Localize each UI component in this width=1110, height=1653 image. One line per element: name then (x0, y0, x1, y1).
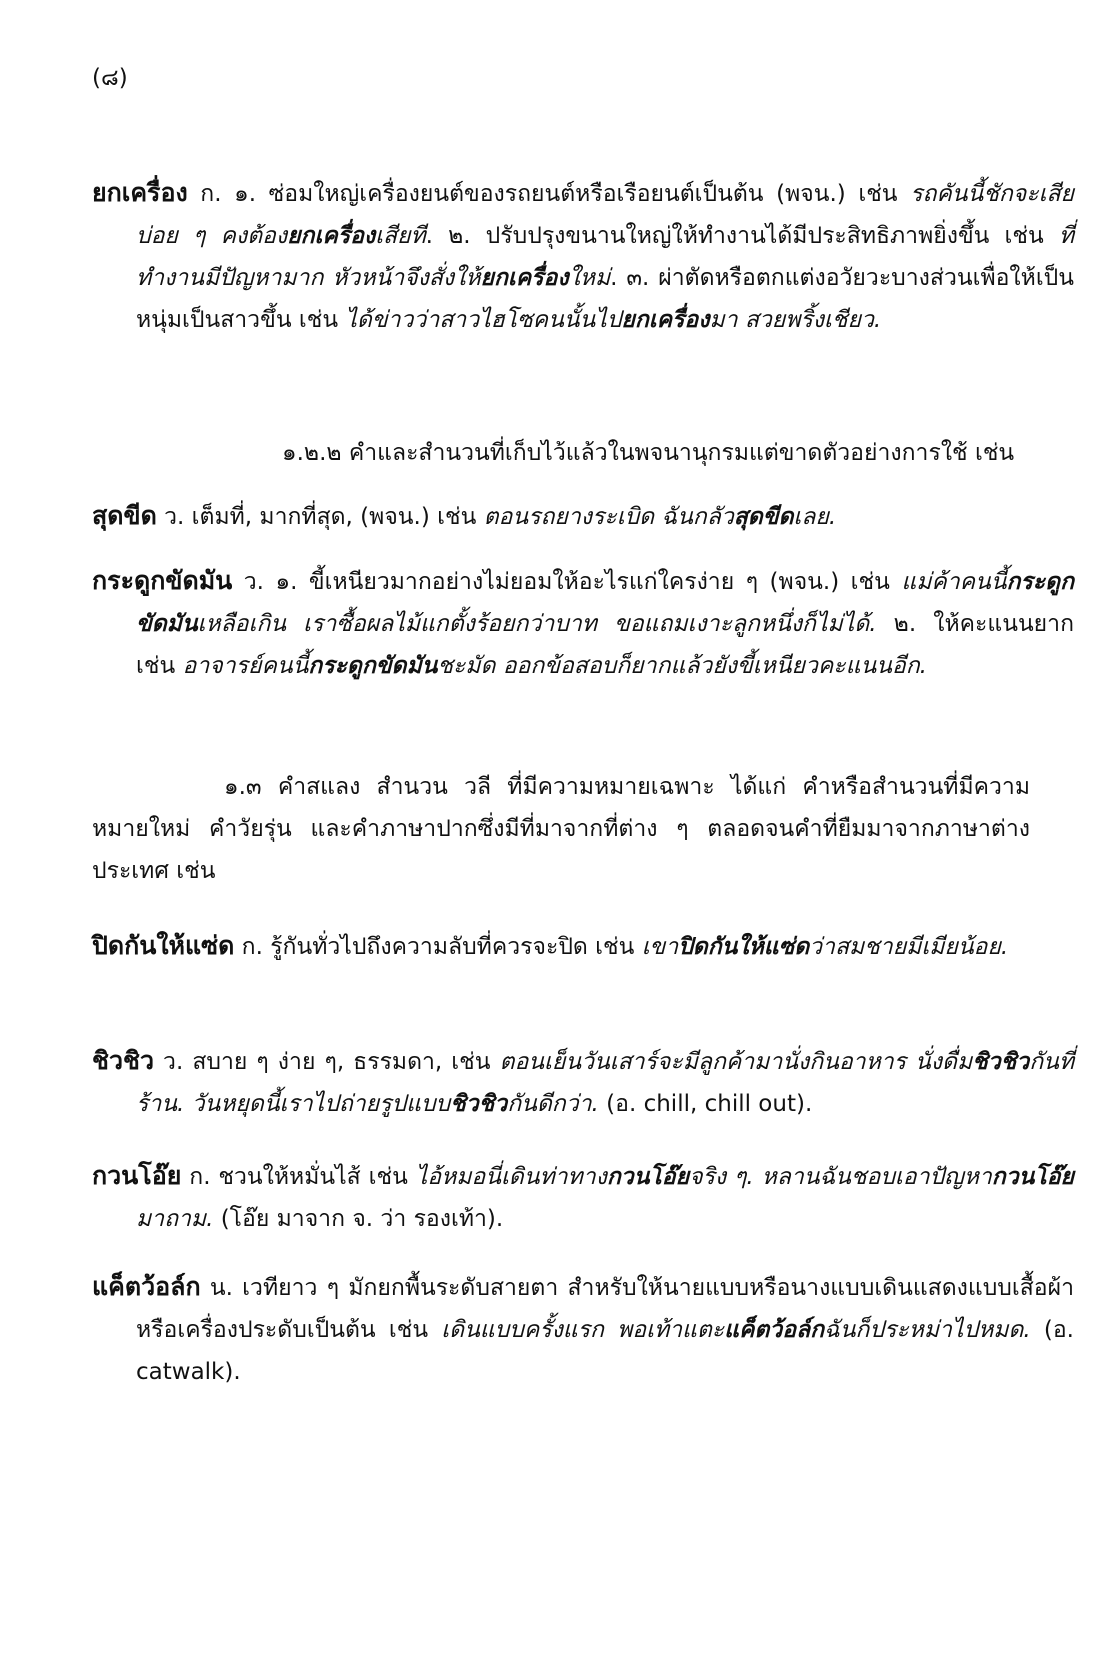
example-keyword: กวนโอ๊ย (606, 1164, 690, 1190)
example-text: ว่าสมชายมีเมียน้อย. (809, 934, 1009, 960)
example-text: ที่ทำงานมีปัญหามาก หัวหน้าจึงสั่งให้ (136, 223, 1074, 291)
entry-text: ก. ๑. ซ่อมใหญ่เครื่องยนต์ของรถยนต์หรือเรือยนต์เป็นต้น (พจน.) เช่น (187, 181, 911, 207)
example-text: เหลือเกิน เราซื้อผลไม้แกตั้งร้อยกว่าบาท ขอแถมเงาะลูกหนึ่งก็ไม่ได้. (197, 611, 877, 637)
example-keyword: ยกเครื่อง (621, 307, 710, 333)
entry-text: ว. เต็มที่, มากที่สุด, (พจน.) เช่น (156, 504, 484, 530)
example-text: ชะมัด ออกข้อสอบก็ยากแล้วยังขี้เหนียวคะแนนอีก. (437, 653, 927, 679)
entry-text: . ๓. ผ่าตัดหรือตกแต่งอวัยวะบางส่วนเพื่อให้เป็นหนุ่มเป็นสาวขึ้น เช่น (136, 265, 1074, 333)
example-text: กันดีกว่า. (507, 1091, 599, 1117)
entry-headword: สุดขีด (92, 501, 157, 530)
example-text: ได้ข่าวว่าสาวไฮโซคนนั้นไป (345, 307, 622, 333)
entry-headword: ปิดกันให้แซ่ด (92, 931, 235, 960)
example-text: กันที่ร้าน. วันหยุดนี้เราไปถ่ายรูปแบบ (136, 1049, 1074, 1117)
example-text: มาถาม. (136, 1206, 214, 1232)
entry-headword: กวนโอ๊ย (92, 1161, 182, 1190)
entry-text: ว. สบาย ๆ ง่าย ๆ, ธรรมดา, เช่น (154, 1049, 500, 1075)
entry-text: ก. ชวนให้หมั่นไส้ เช่น (181, 1164, 416, 1190)
example-text: ฉันก็ประหม่าไปหมด. (824, 1317, 1031, 1343)
example-text: จริง ๆ. หลานฉันชอบเอาปัญหา (689, 1164, 992, 1190)
example-keyword: สุดขีด (733, 504, 794, 530)
example-text: อาจารย์คนนี้ (182, 653, 309, 679)
entry-text: . ๒. ปรับปรุงขนานใหญ่ให้ทำงานได้มีประสิทธิภาพยิ่งขึ้น เช่น (425, 223, 1059, 249)
dictionary-entry-kraduk-khatman (92, 560, 1074, 687)
example-text: มา สวยพริ้งเชียว. (709, 307, 882, 333)
dictionary-entry-kuan-oi (92, 1155, 1074, 1240)
entry-text: ๒. ให้คะแนนยาก เช่น (136, 611, 1074, 679)
entry-text: (อ. catwalk). (136, 1317, 1074, 1385)
example-keyword: กวนโอ๊ย (991, 1164, 1074, 1190)
example-keyword: ยกเครื่อง (287, 223, 376, 249)
example-text: แม่ค้าคนนี้ (901, 569, 1007, 595)
entry-text: ว. ๑. ขี้เหนียวมากอย่างไม่ยอมให้อะไรแก่ใครง่าย ๆ (พจน.) เช่น (232, 569, 902, 595)
example-text: ตอนเย็นวันเสาร์จะมีลูกค้ามานั่งกินอาหาร นั่งดื่ม (499, 1049, 973, 1075)
example-text: เสียที (375, 223, 426, 249)
example-keyword: ชิวชิว (972, 1049, 1030, 1075)
entry-text: น. เวทียาว ๆ มักยกพื้นระดับสายตา สำหรับให้นายแบบหรือนางแบบเดินแสดงแบบเสื้อผ้าหรือเครื่องประดับเป็นต้น เช่น (136, 1275, 1074, 1343)
page-number: (๘) (92, 65, 128, 91)
entry-headword: แค็ตว้อล์ก (92, 1272, 201, 1301)
entry-text: ก. รู้กันทั่วไปถึงความลับที่ควรจะปิด เช่น (234, 934, 642, 960)
example-keyword: ปิดกันให้แซ่ด (678, 934, 810, 960)
entry-text: (อ. chill, chill out). (598, 1091, 813, 1117)
example-text: เลย. (793, 504, 837, 530)
entry-text: (โอ๊ย มาจาก จ. ว่า รองเท้า). (213, 1206, 504, 1232)
dictionary-entry-sutkhit (92, 495, 1074, 538)
dictionary-entry-yokkrueang (92, 172, 1074, 341)
entry-headword: ชิวชิว (92, 1046, 155, 1075)
example-text: รถคันนี้ชักจะเสียบ่อย ๆ คงต้อง (136, 181, 1074, 249)
example-text: ตอนรถยางระเบิด ฉันกลัว (483, 504, 734, 530)
example-keyword: กระดูกขัดมัน (136, 569, 1074, 637)
dictionary-entry-pitkan-haisaet (92, 925, 1074, 968)
example-keyword: ยกเครื่อง (480, 265, 569, 291)
dictionary-entry-catwalk (92, 1266, 1074, 1393)
entry-headword: กระดูกขัดมัน (92, 566, 233, 595)
example-text: เดินแบบครั้งแรก พอเท้าแตะ (441, 1317, 725, 1343)
example-keyword: กระดูกขัดมัน (308, 653, 438, 679)
example-keyword: แค็ตว้อล์ก (724, 1317, 825, 1343)
example-text: ใหม่ (568, 265, 611, 291)
example-text: เขา (641, 934, 679, 960)
example-text: ไอ้หมอนี่เดินท่าทาง (415, 1164, 607, 1190)
section-paragraph-1-3: ๑.๓ คำสแลง สำนวน วลี ที่มีความหมายเฉพาะ ได้แก่ คำหรือสำนวนที่มีความหมายใหม่ คำวัยรุ่น และคำภาษาปากซึ่งมีที่มาจากที่ต่าง ๆ ตลอดจนคำที่ยืมมาจากภาษาต่างประเทศ เช่น (92, 774, 1030, 884)
section-heading-1-2-2: ๑.๒.๒ คำและสำนวนที่เก็บไว้แล้วในพจนานุกรมแต่ขาดตัวอย่างการใช้ เช่น (282, 440, 1015, 466)
dictionary-entry-chiwchiw (92, 1040, 1074, 1125)
entry-headword: ยกเครื่อง (92, 178, 188, 207)
example-keyword: ชิวชิว (450, 1091, 508, 1117)
